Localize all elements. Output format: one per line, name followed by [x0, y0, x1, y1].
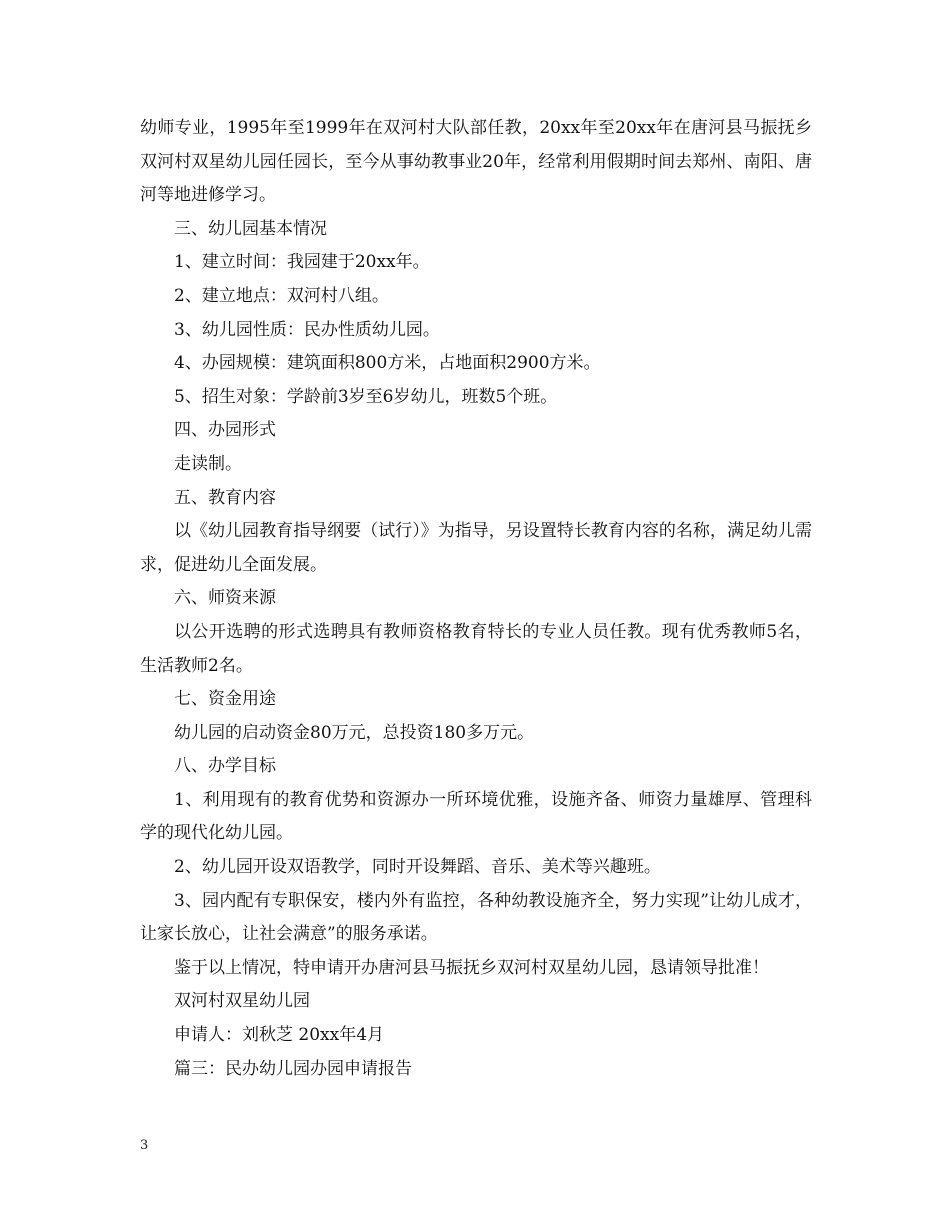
paragraph-goal-2: 2、幼儿园开设双语教学，同时开设舞蹈、音乐、美术等兴趣班。: [174, 857, 661, 878]
paragraph-goal-1: 1、利用现有的教育优势和资源办一所环境优雅，设施齐备、师资力量雄厚、管理科学的现代化幼儿园。: [140, 789, 812, 844]
page-number: 3: [140, 1138, 149, 1153]
paragraph-organization: 双河村双星幼儿园: [174, 991, 310, 1012]
paragraph-nature: 3、幼儿园性质：民办性质幼儿园。: [174, 319, 440, 340]
paragraph-education-content: 以《幼儿园教育指导纲要（试行）》为指导，另设置特长教育内容的名称，满足幼儿需求，促进幼儿全面发展。: [140, 521, 812, 575]
paragraph-enrollment: 5、招生对象：学龄前3岁至6岁幼儿，班数5个班。: [174, 386, 558, 407]
heading-goals: 八、办学目标: [174, 756, 276, 777]
paragraph-location: 2、建立地点：双河村八组。: [174, 285, 389, 306]
heading-teachers: 六、师资来源: [174, 588, 276, 609]
paragraph-goal-3: 3、园内配有专职保安，楼内外有监控，各种幼教设施齐全，努力实现”让幼儿成才，让家长放心，让社会满意”的服务承诺。: [140, 890, 812, 945]
paragraph-founding-time: 1、建立时间：我园建于20xx年。: [174, 252, 430, 273]
paragraph-request: 鉴于以上情况，特申请开办唐河县马振抚乡双河村双星幼儿园，恳请领导批准！: [174, 957, 769, 978]
document-body: [140, 112, 812, 1086]
heading-education-content: 五、教育内容: [174, 487, 276, 508]
paragraph-scale: 4、办园规模：建筑面积800方米，占地面积2900方米。: [174, 353, 601, 374]
paragraph-funds: 幼儿园的启动资金80万元，总投资180多万元。: [174, 722, 535, 743]
paragraph-teachers: 以公开选聘的形式选聘具有教师资格教育特长的专业人员任教。现有优秀教师5名，生活教师2名。: [140, 621, 812, 676]
heading-form: 四、办园形式: [174, 420, 276, 441]
paragraph-applicant: 申请人：刘秋芝 20xx年4月: [174, 1025, 385, 1046]
heading-next-section: 篇三：民办幼儿园办园申请报告: [174, 1058, 412, 1079]
heading-basic-info: 三、幼儿园基本情况: [174, 218, 327, 239]
paragraph-biography: 幼师专业，1995年至1999年在双河村大队部任教，20xx年至20xx年在唐河县马振抚乡双河村双星幼儿园任园长，至今从事幼教事业20年，经常利用假期时间去郑州、南阳、唐河等地进修学习。: [140, 118, 812, 206]
heading-funds: 七、资金用途: [174, 689, 276, 710]
paragraph-form: 走读制。: [174, 453, 242, 474]
